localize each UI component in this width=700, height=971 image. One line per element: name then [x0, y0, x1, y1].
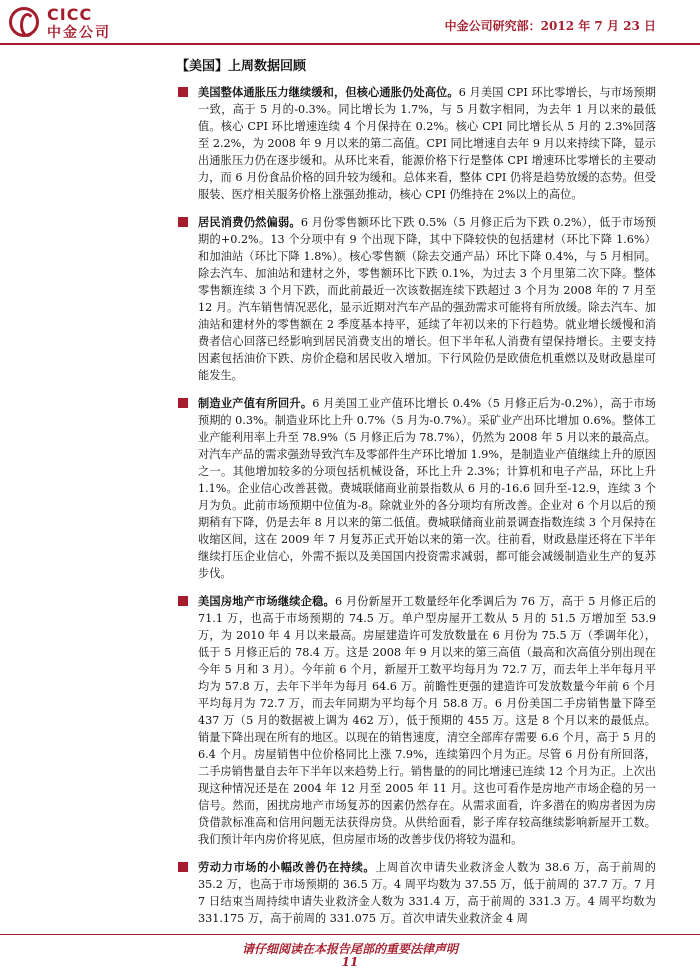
item-lead: 劳动力市场的小幅改善仍在持续。	[198, 860, 376, 874]
bullet-item-inflation	[176, 84, 656, 203]
item-body: 上周首次申请失业救济金人数为 38.6 万，高于前周的 35.2 万，也高于市场预期的 36.5 万。4 周平均数为 37.55 万，低于前周的 37.7 万。7 月 7 日结束当周持续申请失业救济金人数为 331.4 万，高于前周的 331.3 万。4 周平均数为 331.175 万，高于前周的 331.075 万。首次申请失业救济金 4 周	[198, 861, 656, 925]
bullet-item-labor	[176, 859, 656, 927]
item-body: 6 月美国 CPI 环比零增长，与市场预期一致，高于 5 月的-0.3%。同比增长为 1.7%，与 5 月数字相同，为去年 1 月以来的最低值。核心 CPI 环比增速连续 4 个月保持在 0.2%。核心 CPI 同比增长从 5 月的 2.3%回落至 2.2%，为 2008 年 9 月以来的第二高值。CPI 同比增速自去年 9 月以来持续下降，显示出通胀压力仍在逐步缓和。从环比来看，能源价格下行是整体 CPI 增速环比零增长的主要动力，而 6 月份食品价格的回升较为缓和。总体来看，整体 CPI 仍将是趋势放缓的态势。但受服装、医疗相关服务价格上涨强劲推动，核心 CPI 仍维持在 2%以上的高位。	[198, 86, 656, 201]
item-body: 6 月美国工业产值环比增长 0.4%（5 月修正后为-0.2%），高于市场预期的 0.3%。制造业环比上升 0.7%（5 月为-0.7%）。采矿业产出环比增加 0.6%。整体工业产能利用率上升至 78.9%（5 月修正后为 78.7%），仍然为 2008 年 5 月以来的最高点。对汽车产品的需求强劲导致汽车及零部件生产环比增加 1.9%，是制造业产值继续上升的原因之一。其他增加较多的分项包括机械设备，环比上升 2.3%；计算机和电子产品，环比上升 1.1%。企业信心改善甚微。费城联储商业前景指数从 6 月的-16.6 回升至-12.9，连续 3 个月为负。此前市场预期中位值为-8。除就业外的各分项均有所改善。企业对 6 个月以后的预期稍有下降，仍是去年 8 月以来的第二低值。费城联储商业前景调查指数连续 3 个月保持在收缩区间，这在 2009 年 7 月复苏正式开始以来的第一次。往前看，财政悬崖还将在下半年继续打压企业信心，外需不振以及美国国内投资需求减弱，都可能会减缓制造业生产的复苏步伐。	[198, 397, 656, 580]
bullet-item-consumption	[176, 214, 656, 384]
item-lead: 美国整体通胀压力继续缓和，但核心通胀仍处高位。	[198, 85, 459, 99]
section-title: 【美国】上周数据回顾	[176, 59, 307, 74]
header-date: 中金公司研究部：2012 年 7 月 23 日	[444, 19, 656, 33]
square-bullet-icon	[178, 217, 188, 227]
square-bullet-icon	[178, 596, 188, 606]
logo-english: CICC	[47, 5, 93, 24]
item-body: 6 月份新屋开工数量经年化季调后为 76 万，高于 5 月修正后的 71.1 万，也高于市场预期的 74.5 万。单户型房屋开工数从 5 月的 51.5 万增加至 53.9 万，为 2010 年 4 月以来最高。房屋建造许可发放数量在 6 月份为 75.5 万（季调年化），低于 5 月修正后的 78.4 万。这是 2008 年 9 月以来的第三高值（最高和次高值分别出现在今年 5 月和 3 月）。今年前 6 个月，新屋开工数平均每月为 72.7 万，而去年上半年每月平均为 57.8 万，去年下半年为每月 64.6 万。前瞻性更强的建造许可发放数量今年前 6 个月平均每月为 72.7 万，而去年同期为平均每个月 58.8 万。6 月份美国二手房销售量下降至 437 万（5 月的数据被上调为 462 万），低于预期的 455 万。这是 8 个月以来的最低点。销量下降出现在所有的地区。以现在的销售速度，清空全部库存需要 6.6 个月，高于 5 月的 6.4 个月。房屋销售中位价格同比上涨 7.9%，连续第四个月为正。尽管 6 月份有所回落，二手房销售量自去年下半年以来趋势上行。销售量的的同比增速已连续 12 个月为正。上次出现这种情况还是在 2004 年 12 月至 2005 年 11 月。这也可看作是房地产市场企稳的另一信号。然而，困扰房地产市场复苏的因素仍然存在。从需求面看，许多潜在的购房者因为房贷借款标准高和信用问题无法获得房贷。从供给面看，影子库存较高继续影响新屋开工数。我们预计年内房价将见底，但房屋市场的改善步伐仍将较为温和。	[198, 595, 656, 846]
square-bullet-icon	[178, 87, 188, 97]
item-body: 6 月份零售额环比下跌 0.5%（5 月修正后为下跌 0.2%），低于市场预期的+0.2%。13 个分项中有 9 个出现下降，其中下降较快的包括建材（环比下降 1.6%）和加油站（环比下降 1.8%）。核心零售额（除去交通产品）环比下降 0.4%，与 5 月相同。除去汽车、加油站和建材之外，零售额环比下跌 0.1%，为过去 3 个月里第二次下降。整体零售额连续 3 个月下跌，而此前最近一次该数据连续下跌超过 3 个月为 2008 年的 7 月至 12 月。汽车销售情况恶化，显示近期对汽车产品的强劲需求可能将有所放缓。除去汽车、加油站和建材外的零售额在 2 季度基本持平，延续了年初以来的下行趋势。就业增长缓慢和消费者信心回落已经影响到居民消费支出的增长。但下半年私人消费有望保持增长。主要支持因素包括油价下跌、房价企稳和居民收入增加。下行风险仍是欧债危机重燃以及财政悬崖可能发生。	[198, 216, 656, 382]
content-body	[176, 84, 656, 938]
legal-disclaimer-note: 请仔细阅读在本报告尾部的重要法律声明	[241, 942, 458, 956]
item-lead: 美国房地产市场继续企稳。	[198, 594, 335, 608]
bullet-item-manufacturing	[176, 395, 656, 582]
square-bullet-icon	[178, 862, 188, 872]
header-divider	[0, 43, 700, 45]
page-number: 11	[341, 955, 359, 969]
page-header	[0, 0, 700, 44]
item-lead: 居民消费仍然偏弱。	[198, 215, 301, 229]
footer-divider	[0, 934, 700, 935]
cicc-logo	[9, 5, 149, 39]
logo-chinese: 中金公司	[47, 25, 111, 41]
bullet-item-housing	[176, 593, 656, 848]
item-lead: 制造业产值有所回升。	[198, 396, 313, 410]
cicc-logo-mark-icon	[9, 7, 39, 37]
square-bullet-icon	[178, 398, 188, 408]
